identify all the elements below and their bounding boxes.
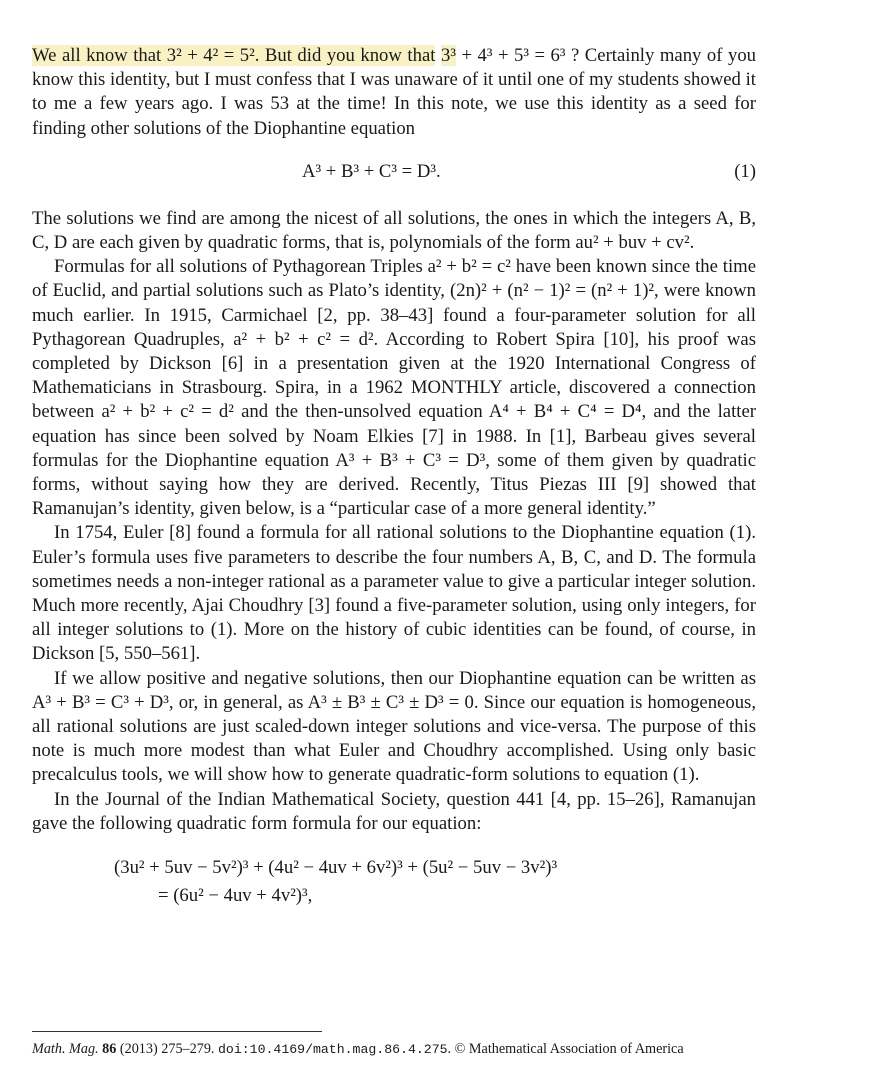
year-pages: (2013) 275–279. <box>116 1041 219 1057</box>
equation-1-expression: A³ + B³ + C³ = D³. <box>302 160 441 182</box>
copyright-notice: . © Mathematical Association of America <box>447 1041 684 1057</box>
footnote-rule <box>32 1031 322 1032</box>
volume-number: 86 <box>102 1041 117 1057</box>
paragraph-history: Formulas for all solutions of Pythagorean Triples a² + b² = c² have been known since the time of Euclid, and partial solutions such as Plato’s identity, (2n)² + (n² − 1)² = (n² + 1)², were known much earlier. In 1915, Carmichael [2, pp. 38–43] found a four-parameter solution for all Pythagorean Quadruples, a² + b² + c² = d². According to Robert Spira [10], his proof was completed by Dickson [6] in a presentation given at the 1920 International Congress of Mathematicians in Strasbourg. Spira, in a 1962 MONTHLY article, discovered a connection between a² + b² + c² = d² and the then-unsolved equation A⁴ + B⁴ + C⁴ = D⁴, and the latter equation has since been solved by Noam Elkies [7] in 1988. In [1], Barbeau gives several formulas for the Diophantine equation A³ + B³ + C³ = D³, some of them given by quadratic forms, without saying how they are derived. Recently, Titus Piezas III [9] showed that Ramanujan’s identity, given below, is a “particular case of a more general identity.” <box>32 256 756 520</box>
equation-1-number: (1) <box>734 160 756 182</box>
ramanujan-line-1: (3u² + 5uv − 5v²)³ + (4u² − 4uv + 6v²)³ + (5u² − 5uv − 3v²)³ <box>114 857 558 879</box>
equation-1 <box>32 160 756 184</box>
paragraph-ramanujan: In the Journal of the Indian Mathematical Society, question 441 [4, pp. 15–26], Ramanujan gave the following quadratic form formula for our equation: <box>32 788 756 834</box>
doi-link[interactable]: doi:10.4169/math.mag.86.4.275 <box>218 1042 448 1057</box>
ramanujan-identity <box>114 856 756 912</box>
footer-citation <box>32 1040 684 1059</box>
highlight-fragment: 3³ <box>440 45 456 66</box>
ramanujan-line-2: = (6u² − 4uv + 4v²)³, <box>158 885 313 907</box>
paragraph-euler: In 1754, Euler [8] found a formula for all rational solutions to the Diophantine equation (1). Euler’s formula uses five parameters to describe the four numbers A, B, C, and D. The formula sometimes needs a non-integer rational as a parameter value to give a particular integer solution. Much more recently, Ajai Choudhry [3] found a five-parameter solution, using only integers, for all integer solutions to (1). More on the history of cubic identities can be found, of course, in Dickson [5, 550–561]. <box>32 522 756 665</box>
journal-name: Math. Mag. <box>32 1041 99 1057</box>
intro-rest: + 4³ + 5³ = 6³ ? Certainly many of you know this identity, but I must confess that I was unaware of it until one of my students showed it to me a few years ago. I was 53 at the time! In this note, we use this identity as a seed for finding other solutions of the Diophantine equation <box>32 45 757 139</box>
intro-paragraph <box>32 44 756 141</box>
paragraph-signs: If we allow positive and negative solutions, then our Diophantine equation can be written as A³ + B³ = C³ + D³, or, in general, as A³ ± B³ ± C³ ± D³ = 0. Since our equation is homogeneous, all rational solutions are just scaled-down integer solutions and vice-versa. The purpose of this note is much more modest than what Euler and Choudhry accomplished. Using only basic precalculus tools, we will show how to generate quadratic-form solutions to equation (1). <box>32 667 756 786</box>
paragraph-solutions: The solutions we find are among the nicest of all solutions, the ones in which the integers A, B, C, D are each given by quadratic forms, that is, polynomials of the form au² + buv + cv². <box>32 207 756 254</box>
highlight-sentence: We all know that 3² + 4² = 5². But did you know that <box>32 45 436 66</box>
